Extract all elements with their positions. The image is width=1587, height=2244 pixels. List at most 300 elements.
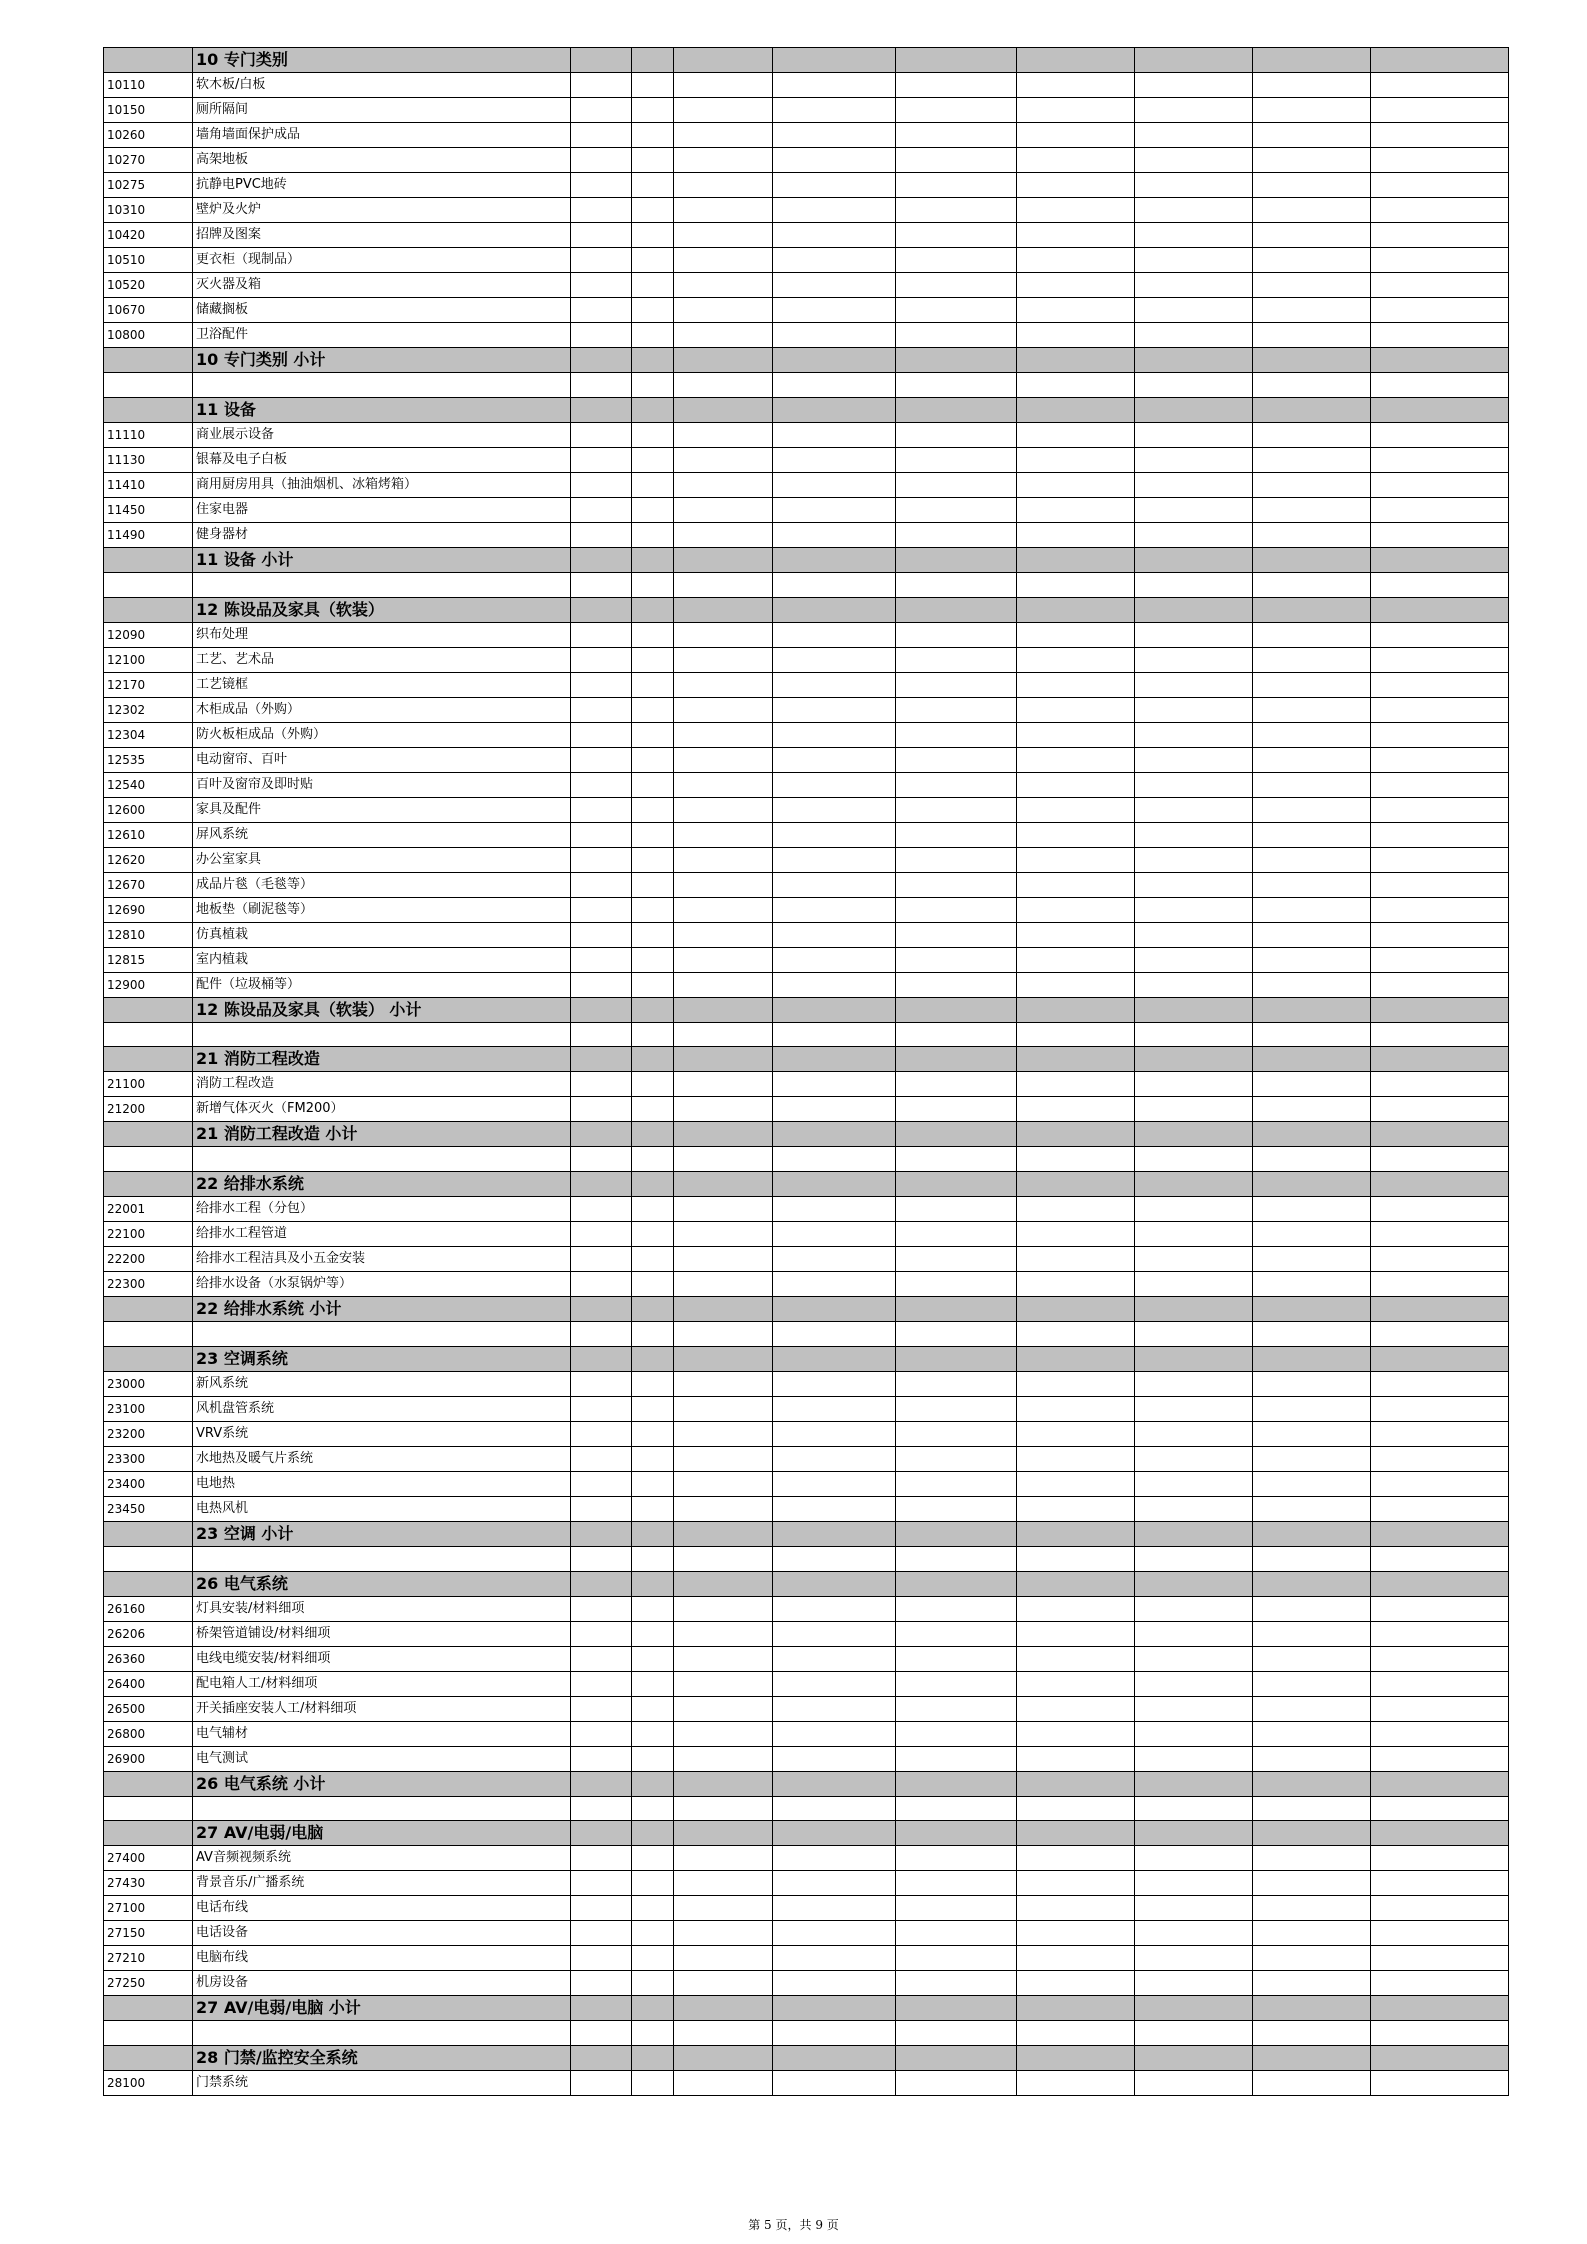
value-cell xyxy=(632,1022,674,1047)
value-cell xyxy=(896,1022,1017,1047)
value-cell xyxy=(571,1396,632,1421)
value-cell xyxy=(674,298,773,323)
code-cell: 12535 xyxy=(104,747,193,772)
value-cell xyxy=(1371,1247,1509,1272)
value-cell xyxy=(1017,1346,1135,1371)
table-row xyxy=(104,847,1509,872)
value-cell xyxy=(571,323,632,348)
value-cell xyxy=(632,797,674,822)
name-cell: 给排水工程洁具及小五金安装 xyxy=(193,1247,571,1272)
value-cell xyxy=(896,697,1017,722)
value-cell xyxy=(571,522,632,547)
value-cell xyxy=(1135,1346,1253,1371)
table-row xyxy=(104,1846,1509,1871)
value-cell xyxy=(1253,922,1371,947)
table-row xyxy=(104,822,1509,847)
table-row xyxy=(104,472,1509,497)
code-cell: 23300 xyxy=(104,1446,193,1471)
value-cell xyxy=(1017,597,1135,622)
code-cell xyxy=(104,547,193,572)
table-row xyxy=(104,622,1509,647)
value-cell xyxy=(674,1821,773,1846)
value-cell xyxy=(1017,1571,1135,1596)
value-cell xyxy=(773,248,896,273)
value-cell xyxy=(1017,397,1135,422)
value-cell xyxy=(571,1172,632,1197)
value-cell xyxy=(1017,2046,1135,2071)
value-cell xyxy=(674,672,773,697)
value-cell xyxy=(1017,1896,1135,1921)
value-cell xyxy=(773,1346,896,1371)
value-cell xyxy=(896,672,1017,697)
value-cell xyxy=(1135,348,1253,373)
spacer-row xyxy=(104,1322,1509,1347)
value-cell xyxy=(674,48,773,73)
code-cell: 26800 xyxy=(104,1721,193,1746)
table-row xyxy=(104,1371,1509,1396)
code-cell xyxy=(104,1996,193,2021)
name-cell: 26 电气系统 小计 xyxy=(193,1771,571,1796)
value-cell xyxy=(773,1147,896,1172)
code-cell xyxy=(104,48,193,73)
value-cell xyxy=(896,1322,1017,1347)
value-cell xyxy=(1371,1696,1509,1721)
name-cell: 11 设备 xyxy=(193,397,571,422)
value-cell xyxy=(1135,672,1253,697)
value-cell xyxy=(571,497,632,522)
value-cell xyxy=(773,73,896,98)
value-cell xyxy=(1371,622,1509,647)
value-cell xyxy=(773,48,896,73)
code-cell xyxy=(104,1172,193,1197)
code-cell xyxy=(104,1571,193,1596)
value-cell xyxy=(1017,1496,1135,1521)
value-cell xyxy=(571,647,632,672)
value-cell xyxy=(674,997,773,1022)
value-cell xyxy=(773,1646,896,1671)
value-cell xyxy=(1017,522,1135,547)
code-cell: 12100 xyxy=(104,647,193,672)
code-cell: 23100 xyxy=(104,1396,193,1421)
value-cell xyxy=(896,522,1017,547)
value-cell xyxy=(674,947,773,972)
value-cell xyxy=(896,1122,1017,1147)
value-cell xyxy=(1017,373,1135,398)
value-cell xyxy=(1135,947,1253,972)
code-cell: 10310 xyxy=(104,198,193,223)
code-cell: 10270 xyxy=(104,148,193,173)
name-cell: 更衣柜（现制品） xyxy=(193,248,571,273)
value-cell xyxy=(773,572,896,597)
value-cell xyxy=(1371,1796,1509,1821)
value-cell xyxy=(1253,223,1371,248)
value-cell xyxy=(571,1946,632,1971)
value-cell xyxy=(1371,472,1509,497)
value-cell xyxy=(1253,1047,1371,1072)
value-cell xyxy=(896,248,1017,273)
code-cell: 26500 xyxy=(104,1696,193,1721)
cost-table-grid xyxy=(103,47,1509,2096)
value-cell xyxy=(632,722,674,747)
value-cell xyxy=(896,472,1017,497)
value-cell xyxy=(1135,123,1253,148)
value-cell xyxy=(632,447,674,472)
value-cell xyxy=(773,348,896,373)
value-cell xyxy=(1135,422,1253,447)
value-cell xyxy=(632,572,674,597)
value-cell xyxy=(896,922,1017,947)
value-cell xyxy=(1017,647,1135,672)
value-cell xyxy=(1017,1222,1135,1247)
value-cell xyxy=(896,1297,1017,1322)
table-row xyxy=(104,972,1509,997)
value-cell xyxy=(1371,747,1509,772)
table-row xyxy=(104,98,1509,123)
value-cell xyxy=(1135,1396,1253,1421)
value-cell xyxy=(773,897,896,922)
value-cell xyxy=(1253,547,1371,572)
value-cell xyxy=(674,1696,773,1721)
name-cell xyxy=(193,1147,571,1172)
value-cell xyxy=(1371,1871,1509,1896)
code-cell xyxy=(104,1796,193,1821)
value-cell xyxy=(896,1821,1017,1846)
value-cell xyxy=(773,1297,896,1322)
value-cell xyxy=(571,1297,632,1322)
value-cell xyxy=(1253,1396,1371,1421)
value-cell xyxy=(1135,647,1253,672)
value-cell xyxy=(632,1571,674,1596)
value-cell xyxy=(1017,997,1135,1022)
table-row xyxy=(104,522,1509,547)
code-cell: 12090 xyxy=(104,622,193,647)
value-cell xyxy=(1017,872,1135,897)
value-cell xyxy=(896,422,1017,447)
spacer-row xyxy=(104,1022,1509,1047)
value-cell xyxy=(674,547,773,572)
value-cell xyxy=(674,1996,773,2021)
value-cell xyxy=(1371,547,1509,572)
code-cell xyxy=(104,1297,193,1322)
value-cell xyxy=(632,1671,674,1696)
table-row xyxy=(104,1721,1509,1746)
table-row xyxy=(104,173,1509,198)
value-cell xyxy=(632,1621,674,1646)
value-cell xyxy=(1371,1546,1509,1571)
value-cell xyxy=(571,2071,632,2096)
value-cell xyxy=(1017,1921,1135,1946)
code-cell: 10260 xyxy=(104,123,193,148)
value-cell xyxy=(674,2071,773,2096)
value-cell xyxy=(773,1996,896,2021)
value-cell xyxy=(1253,1272,1371,1297)
value-cell xyxy=(773,1596,896,1621)
value-cell xyxy=(674,1546,773,1571)
name-cell xyxy=(193,1796,571,1821)
name-cell: 22 给排水系统 xyxy=(193,1172,571,1197)
value-cell xyxy=(1017,98,1135,123)
value-cell xyxy=(896,572,1017,597)
value-cell xyxy=(896,1696,1017,1721)
value-cell xyxy=(571,422,632,447)
code-cell: 10670 xyxy=(104,298,193,323)
value-cell xyxy=(1135,397,1253,422)
code-cell: 26360 xyxy=(104,1646,193,1671)
value-cell xyxy=(1017,273,1135,298)
value-cell xyxy=(1017,2021,1135,2046)
value-cell xyxy=(1017,422,1135,447)
value-cell xyxy=(1371,1771,1509,1796)
value-cell xyxy=(571,1971,632,1996)
value-cell xyxy=(571,1646,632,1671)
section-subtotal-row xyxy=(104,348,1509,373)
value-cell xyxy=(896,1971,1017,1996)
table-row xyxy=(104,1596,1509,1621)
value-cell xyxy=(896,897,1017,922)
table-row xyxy=(104,497,1509,522)
name-cell: 电地热 xyxy=(193,1471,571,1496)
value-cell xyxy=(773,298,896,323)
value-cell xyxy=(896,348,1017,373)
value-cell xyxy=(1253,1147,1371,1172)
value-cell xyxy=(773,547,896,572)
cost-table xyxy=(103,47,1509,2096)
value-cell xyxy=(571,822,632,847)
value-cell xyxy=(571,1696,632,1721)
value-cell xyxy=(1135,373,1253,398)
value-cell xyxy=(1017,1846,1135,1871)
value-cell xyxy=(773,1821,896,1846)
value-cell xyxy=(674,1621,773,1646)
value-cell xyxy=(1253,348,1371,373)
value-cell xyxy=(674,1247,773,1272)
value-cell xyxy=(1135,2046,1253,2071)
value-cell xyxy=(1371,1471,1509,1496)
value-cell xyxy=(632,997,674,1022)
value-cell xyxy=(1253,2071,1371,2096)
name-cell: 家具及配件 xyxy=(193,797,571,822)
value-cell xyxy=(896,1896,1017,1921)
value-cell xyxy=(1135,1546,1253,1571)
code-cell xyxy=(104,1771,193,1796)
value-cell xyxy=(773,1272,896,1297)
name-cell: 22 给排水系统 小计 xyxy=(193,1297,571,1322)
value-cell xyxy=(1017,1546,1135,1571)
value-cell xyxy=(773,672,896,697)
name-cell xyxy=(193,1322,571,1347)
value-cell xyxy=(1135,98,1253,123)
value-cell xyxy=(674,148,773,173)
name-cell: 招牌及图案 xyxy=(193,223,571,248)
value-cell xyxy=(1017,173,1135,198)
name-cell: 桥架管道铺设/材料细项 xyxy=(193,1621,571,1646)
value-cell xyxy=(1253,847,1371,872)
value-cell xyxy=(773,1721,896,1746)
code-cell: 23200 xyxy=(104,1421,193,1446)
value-cell xyxy=(674,722,773,747)
name-cell: 厕所隔间 xyxy=(193,98,571,123)
value-cell xyxy=(632,198,674,223)
value-cell xyxy=(773,797,896,822)
value-cell xyxy=(896,797,1017,822)
value-cell xyxy=(1371,972,1509,997)
value-cell xyxy=(1253,897,1371,922)
value-cell xyxy=(1371,1821,1509,1846)
value-cell xyxy=(674,897,773,922)
value-cell xyxy=(1017,248,1135,273)
value-cell xyxy=(773,273,896,298)
value-cell xyxy=(1017,472,1135,497)
name-cell: 办公室家具 xyxy=(193,847,571,872)
value-cell xyxy=(1253,1996,1371,2021)
value-cell xyxy=(674,1746,773,1771)
value-cell xyxy=(1371,1097,1509,1122)
value-cell xyxy=(674,348,773,373)
value-cell xyxy=(571,1047,632,1072)
value-cell xyxy=(571,1546,632,1571)
value-cell xyxy=(1017,1946,1135,1971)
value-cell xyxy=(773,597,896,622)
value-cell xyxy=(632,1696,674,1721)
value-cell xyxy=(674,1771,773,1796)
value-cell xyxy=(1371,1197,1509,1222)
value-cell xyxy=(1371,1671,1509,1696)
value-cell xyxy=(632,2071,674,2096)
name-cell: 背景音乐/广播系统 xyxy=(193,1871,571,1896)
value-cell xyxy=(1017,672,1135,697)
code-cell xyxy=(104,397,193,422)
value-cell xyxy=(1017,1621,1135,1646)
value-cell xyxy=(632,1971,674,1996)
table-row xyxy=(104,1971,1509,1996)
value-cell xyxy=(632,348,674,373)
value-cell xyxy=(896,497,1017,522)
table-row xyxy=(104,1471,1509,1496)
value-cell xyxy=(1253,1971,1371,1996)
value-cell xyxy=(896,1222,1017,1247)
code-cell xyxy=(104,1346,193,1371)
value-cell xyxy=(1371,1122,1509,1147)
value-cell xyxy=(632,1222,674,1247)
value-cell xyxy=(773,847,896,872)
value-cell xyxy=(571,348,632,373)
value-cell xyxy=(773,1446,896,1471)
value-cell xyxy=(571,597,632,622)
value-cell xyxy=(773,722,896,747)
value-cell xyxy=(1017,198,1135,223)
value-cell xyxy=(1253,148,1371,173)
value-cell xyxy=(1371,173,1509,198)
value-cell xyxy=(1135,1771,1253,1796)
value-cell xyxy=(896,447,1017,472)
code-cell: 12540 xyxy=(104,772,193,797)
value-cell xyxy=(1253,822,1371,847)
value-cell xyxy=(571,98,632,123)
value-cell xyxy=(632,522,674,547)
value-cell xyxy=(1253,1871,1371,1896)
value-cell xyxy=(1371,2021,1509,2046)
value-cell xyxy=(674,98,773,123)
name-cell: 配件（垃圾桶等） xyxy=(193,972,571,997)
value-cell xyxy=(674,1896,773,1921)
value-cell xyxy=(632,472,674,497)
value-cell xyxy=(1017,323,1135,348)
table-row xyxy=(104,872,1509,897)
code-cell: 11450 xyxy=(104,497,193,522)
value-cell xyxy=(896,1197,1017,1222)
value-cell xyxy=(1017,722,1135,747)
value-cell xyxy=(632,1496,674,1521)
table-row xyxy=(104,198,1509,223)
name-cell: 商用厨房用具（抽油烟机、冰箱烤箱） xyxy=(193,472,571,497)
value-cell xyxy=(632,1871,674,1896)
value-cell xyxy=(1135,48,1253,73)
value-cell xyxy=(674,373,773,398)
code-cell xyxy=(104,572,193,597)
value-cell xyxy=(632,397,674,422)
section-subtotal-row xyxy=(104,1297,1509,1322)
value-cell xyxy=(1253,1946,1371,1971)
value-cell xyxy=(674,123,773,148)
value-cell xyxy=(1371,1896,1509,1921)
name-cell: VRV系统 xyxy=(193,1421,571,1446)
value-cell xyxy=(1253,622,1371,647)
section-header-row xyxy=(104,1047,1509,1072)
value-cell xyxy=(1253,1122,1371,1147)
value-cell xyxy=(1253,98,1371,123)
code-cell: 22100 xyxy=(104,1222,193,1247)
name-cell: 12 陈设品及家具（软装） 小计 xyxy=(193,997,571,1022)
name-cell: 门禁系统 xyxy=(193,2071,571,2096)
name-cell: 屏风系统 xyxy=(193,822,571,847)
value-cell xyxy=(773,323,896,348)
value-cell xyxy=(571,697,632,722)
code-cell: 27150 xyxy=(104,1921,193,1946)
value-cell xyxy=(896,1446,1017,1471)
value-cell xyxy=(1253,373,1371,398)
value-cell xyxy=(632,1846,674,1871)
value-cell xyxy=(1253,48,1371,73)
value-cell xyxy=(1253,1896,1371,1921)
value-cell xyxy=(632,1197,674,1222)
value-cell xyxy=(773,647,896,672)
table-row xyxy=(104,1946,1509,1971)
value-cell xyxy=(674,797,773,822)
value-cell xyxy=(1135,1796,1253,1821)
name-cell: 新风系统 xyxy=(193,1371,571,1396)
table-row xyxy=(104,1197,1509,1222)
value-cell xyxy=(1135,822,1253,847)
value-cell xyxy=(773,822,896,847)
code-cell xyxy=(104,1521,193,1546)
section-header-row xyxy=(104,1172,1509,1197)
value-cell xyxy=(773,447,896,472)
value-cell xyxy=(773,1546,896,1571)
value-cell xyxy=(1017,1746,1135,1771)
value-cell xyxy=(571,672,632,697)
value-cell xyxy=(896,1921,1017,1946)
value-cell xyxy=(674,1297,773,1322)
name-cell: 消防工程改造 xyxy=(193,1072,571,1097)
value-cell xyxy=(632,73,674,98)
value-cell xyxy=(896,1172,1017,1197)
value-cell xyxy=(674,223,773,248)
value-cell xyxy=(1253,647,1371,672)
value-cell xyxy=(674,1047,773,1072)
value-cell xyxy=(1135,1696,1253,1721)
value-cell xyxy=(1017,697,1135,722)
value-cell xyxy=(571,897,632,922)
